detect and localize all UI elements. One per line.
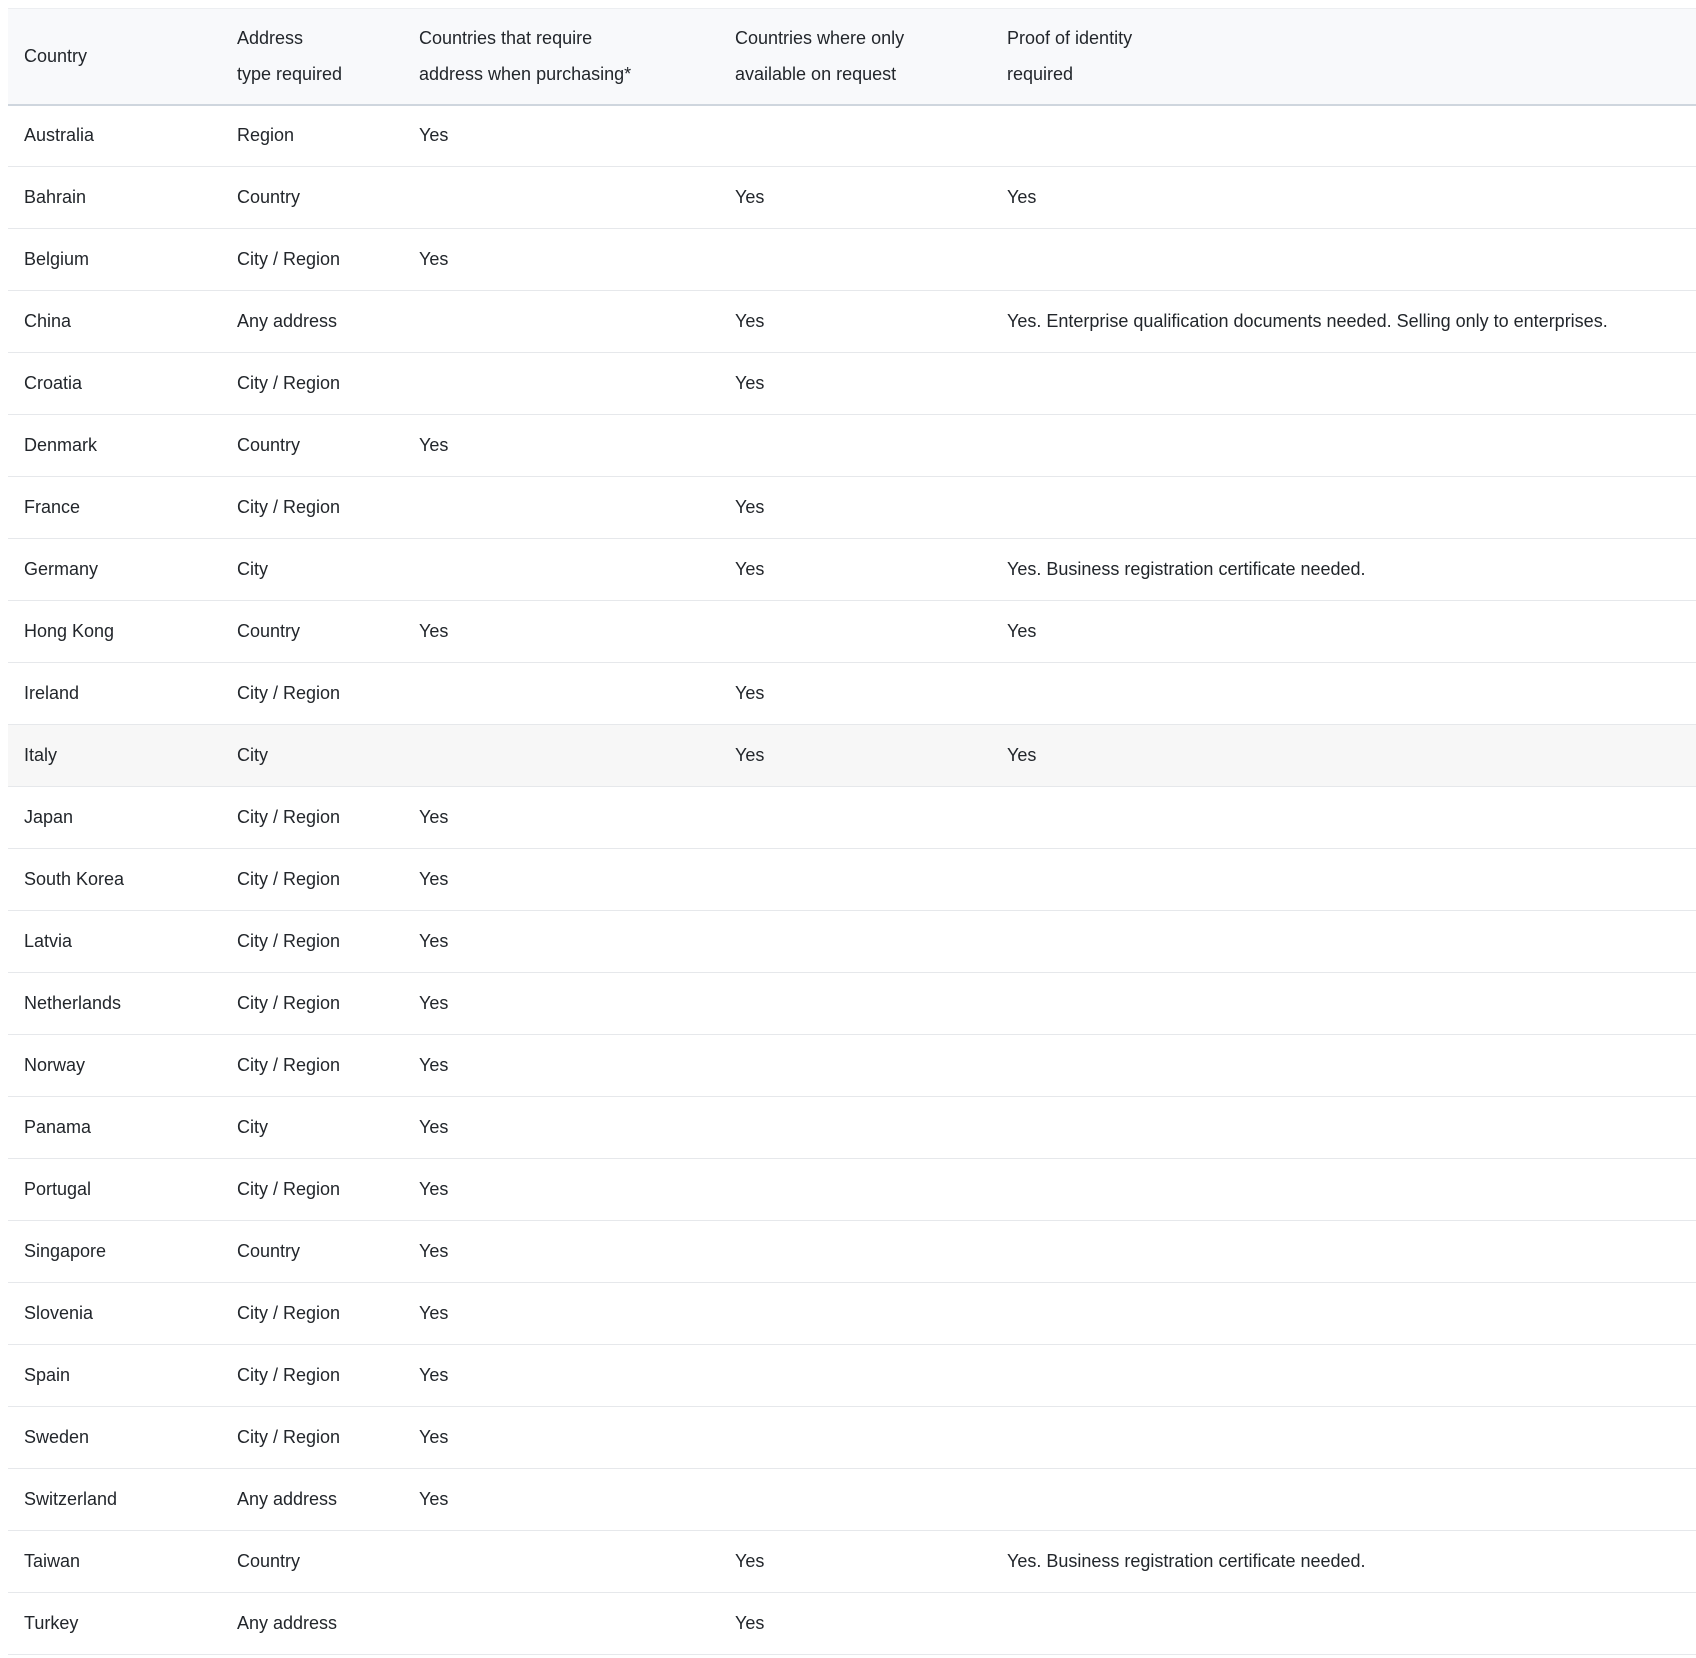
- table-row: [8, 601, 1696, 663]
- cell-proof-of-identity: [991, 477, 1696, 539]
- cell-on-request: Yes: [719, 663, 991, 725]
- table-body: [8, 105, 1696, 1655]
- country-requirements-table: [8, 8, 1696, 1655]
- cell-require-address: [403, 167, 719, 229]
- cell-require-address: [403, 1593, 719, 1655]
- cell-on-request: [719, 105, 991, 167]
- cell-address-type: City / Region: [221, 1035, 403, 1097]
- table-row: [8, 1345, 1696, 1407]
- header-country: [8, 9, 221, 105]
- table-header: [8, 9, 1696, 105]
- cell-country: Netherlands: [8, 973, 221, 1035]
- cell-country: Croatia: [8, 353, 221, 415]
- table-row: [8, 229, 1696, 291]
- cell-proof-of-identity: [991, 1593, 1696, 1655]
- cell-proof-of-identity: [991, 663, 1696, 725]
- cell-on-request: [719, 1345, 991, 1407]
- cell-proof-of-identity: Yes. Enterprise qualification documents needed. Selling only to enterprises.: [991, 291, 1696, 353]
- table-row: [8, 973, 1696, 1035]
- cell-address-type: City: [221, 539, 403, 601]
- cell-country: Ireland: [8, 663, 221, 725]
- cell-require-address: [403, 539, 719, 601]
- cell-country: Hong Kong: [8, 601, 221, 663]
- cell-on-request: [719, 1035, 991, 1097]
- cell-country: Spain: [8, 1345, 221, 1407]
- cell-proof-of-identity: [991, 787, 1696, 849]
- cell-proof-of-identity: [991, 911, 1696, 973]
- cell-address-type: Any address: [221, 1593, 403, 1655]
- cell-proof-of-identity: [991, 1159, 1696, 1221]
- header-country-line-1: Country: [24, 46, 88, 67]
- header-address-type-line-2: type required: [237, 64, 343, 85]
- cell-address-type: Country: [221, 415, 403, 477]
- cell-address-type: City / Region: [221, 1345, 403, 1407]
- cell-on-request: [719, 1159, 991, 1221]
- table-row: [8, 1221, 1696, 1283]
- cell-country: Bahrain: [8, 167, 221, 229]
- cell-on-request: Yes: [719, 1593, 991, 1655]
- cell-address-type: City / Region: [221, 787, 403, 849]
- cell-on-request: [719, 415, 991, 477]
- cell-proof-of-identity: Yes. Business registration certificate needed.: [991, 539, 1696, 601]
- cell-country: Panama: [8, 1097, 221, 1159]
- cell-require-address: Yes: [403, 415, 719, 477]
- cell-on-request: Yes: [719, 477, 991, 539]
- cell-country: Norway: [8, 1035, 221, 1097]
- cell-require-address: Yes: [403, 1221, 719, 1283]
- header-on-request-line-2: available on request: [735, 64, 897, 85]
- cell-country: Japan: [8, 787, 221, 849]
- cell-proof-of-identity: Yes: [991, 601, 1696, 663]
- header-require-address: [403, 9, 719, 105]
- cell-address-type: City / Region: [221, 477, 403, 539]
- cell-on-request: [719, 849, 991, 911]
- cell-address-type: City / Region: [221, 229, 403, 291]
- header-require-address-line-1: Countries that require: [419, 28, 593, 49]
- cell-proof-of-identity: [991, 105, 1696, 167]
- cell-country: Switzerland: [8, 1469, 221, 1531]
- requirements-table-container: [8, 8, 1696, 1655]
- cell-country: Australia: [8, 105, 221, 167]
- table-row: [8, 539, 1696, 601]
- table-row: [8, 1097, 1696, 1159]
- header-proof-of-identity-line-1: Proof of identity: [1007, 28, 1133, 49]
- cell-country: China: [8, 291, 221, 353]
- cell-on-request: Yes: [719, 353, 991, 415]
- cell-on-request: [719, 787, 991, 849]
- cell-require-address: Yes: [403, 1035, 719, 1097]
- table-row: [8, 1531, 1696, 1593]
- header-require-address-line-2: address when purchasing*: [419, 64, 632, 85]
- cell-require-address: Yes: [403, 911, 719, 973]
- header-address-type-line-1: Address: [237, 28, 304, 49]
- cell-require-address: Yes: [403, 105, 719, 167]
- cell-proof-of-identity: [991, 415, 1696, 477]
- cell-on-request: Yes: [719, 539, 991, 601]
- table-row: [8, 477, 1696, 539]
- cell-address-type: City: [221, 1097, 403, 1159]
- cell-on-request: [719, 601, 991, 663]
- cell-proof-of-identity: [991, 1283, 1696, 1345]
- cell-country: Belgium: [8, 229, 221, 291]
- header-address-type: [221, 9, 403, 105]
- cell-country: France: [8, 477, 221, 539]
- table-row: [8, 415, 1696, 477]
- table-row: [8, 167, 1696, 229]
- cell-on-request: [719, 229, 991, 291]
- cell-proof-of-identity: [991, 1097, 1696, 1159]
- table-row: [8, 1283, 1696, 1345]
- table-row: [8, 1159, 1696, 1221]
- table-row: [8, 725, 1696, 787]
- table-row: [8, 1035, 1696, 1097]
- cell-country: Italy: [8, 725, 221, 787]
- header-proof-of-identity: [991, 9, 1696, 105]
- cell-address-type: Any address: [221, 291, 403, 353]
- cell-address-type: City / Region: [221, 849, 403, 911]
- cell-require-address: Yes: [403, 787, 719, 849]
- cell-country: Turkey: [8, 1593, 221, 1655]
- cell-require-address: [403, 291, 719, 353]
- cell-require-address: Yes: [403, 601, 719, 663]
- cell-country: Singapore: [8, 1221, 221, 1283]
- cell-proof-of-identity: [991, 1345, 1696, 1407]
- cell-require-address: [403, 353, 719, 415]
- cell-address-type: City / Region: [221, 1407, 403, 1469]
- cell-on-request: [719, 1221, 991, 1283]
- header-row: [8, 9, 1696, 105]
- cell-country: Taiwan: [8, 1531, 221, 1593]
- cell-country: Slovenia: [8, 1283, 221, 1345]
- cell-country: Portugal: [8, 1159, 221, 1221]
- header-proof-of-identity-line-2: required: [1007, 64, 1074, 85]
- cell-on-request: [719, 1469, 991, 1531]
- cell-proof-of-identity: Yes: [991, 725, 1696, 787]
- cell-on-request: Yes: [719, 1531, 991, 1593]
- cell-require-address: Yes: [403, 973, 719, 1035]
- cell-on-request: [719, 1407, 991, 1469]
- cell-address-type: City / Region: [221, 973, 403, 1035]
- cell-proof-of-identity: [991, 1407, 1696, 1469]
- cell-country: Sweden: [8, 1407, 221, 1469]
- cell-require-address: Yes: [403, 1469, 719, 1531]
- cell-address-type: City / Region: [221, 1159, 403, 1221]
- cell-proof-of-identity: [991, 973, 1696, 1035]
- table-row: [8, 663, 1696, 725]
- table-row: [8, 291, 1696, 353]
- cell-country: South Korea: [8, 849, 221, 911]
- header-on-request: [719, 9, 991, 105]
- cell-country: Denmark: [8, 415, 221, 477]
- table-row: [8, 1407, 1696, 1469]
- cell-require-address: [403, 725, 719, 787]
- cell-proof-of-identity: [991, 1221, 1696, 1283]
- cell-on-request: Yes: [719, 725, 991, 787]
- cell-require-address: Yes: [403, 1097, 719, 1159]
- cell-require-address: Yes: [403, 1345, 719, 1407]
- cell-proof-of-identity: Yes. Business registration certificate needed.: [991, 1531, 1696, 1593]
- cell-address-type: Country: [221, 1221, 403, 1283]
- header-on-request-line-1: Countries where only: [735, 28, 905, 49]
- cell-require-address: Yes: [403, 1283, 719, 1345]
- table-row: [8, 1593, 1696, 1655]
- cell-address-type: Region: [221, 105, 403, 167]
- cell-require-address: Yes: [403, 229, 719, 291]
- cell-require-address: Yes: [403, 849, 719, 911]
- cell-proof-of-identity: [991, 849, 1696, 911]
- table-row: [8, 1469, 1696, 1531]
- cell-address-type: City / Region: [221, 663, 403, 725]
- cell-require-address: Yes: [403, 1159, 719, 1221]
- cell-on-request: Yes: [719, 291, 991, 353]
- cell-address-type: City: [221, 725, 403, 787]
- table-row: [8, 911, 1696, 973]
- cell-country: Germany: [8, 539, 221, 601]
- cell-address-type: Country: [221, 601, 403, 663]
- cell-address-type: City / Region: [221, 353, 403, 415]
- cell-address-type: Any address: [221, 1469, 403, 1531]
- cell-require-address: [403, 663, 719, 725]
- cell-on-request: Yes: [719, 167, 991, 229]
- cell-proof-of-identity: Yes: [991, 167, 1696, 229]
- cell-proof-of-identity: [991, 353, 1696, 415]
- cell-address-type: City / Region: [221, 911, 403, 973]
- cell-proof-of-identity: [991, 229, 1696, 291]
- cell-on-request: [719, 911, 991, 973]
- cell-require-address: [403, 1531, 719, 1593]
- cell-on-request: [719, 1283, 991, 1345]
- cell-require-address: [403, 477, 719, 539]
- table-row: [8, 849, 1696, 911]
- cell-address-type: Country: [221, 1531, 403, 1593]
- cell-on-request: [719, 973, 991, 1035]
- cell-proof-of-identity: [991, 1035, 1696, 1097]
- cell-on-request: [719, 1097, 991, 1159]
- table-row: [8, 353, 1696, 415]
- table-row: [8, 787, 1696, 849]
- cell-address-type: City / Region: [221, 1283, 403, 1345]
- cell-require-address: Yes: [403, 1407, 719, 1469]
- cell-address-type: Country: [221, 167, 403, 229]
- cell-proof-of-identity: [991, 1469, 1696, 1531]
- cell-country: Latvia: [8, 911, 221, 973]
- table-row: [8, 105, 1696, 167]
